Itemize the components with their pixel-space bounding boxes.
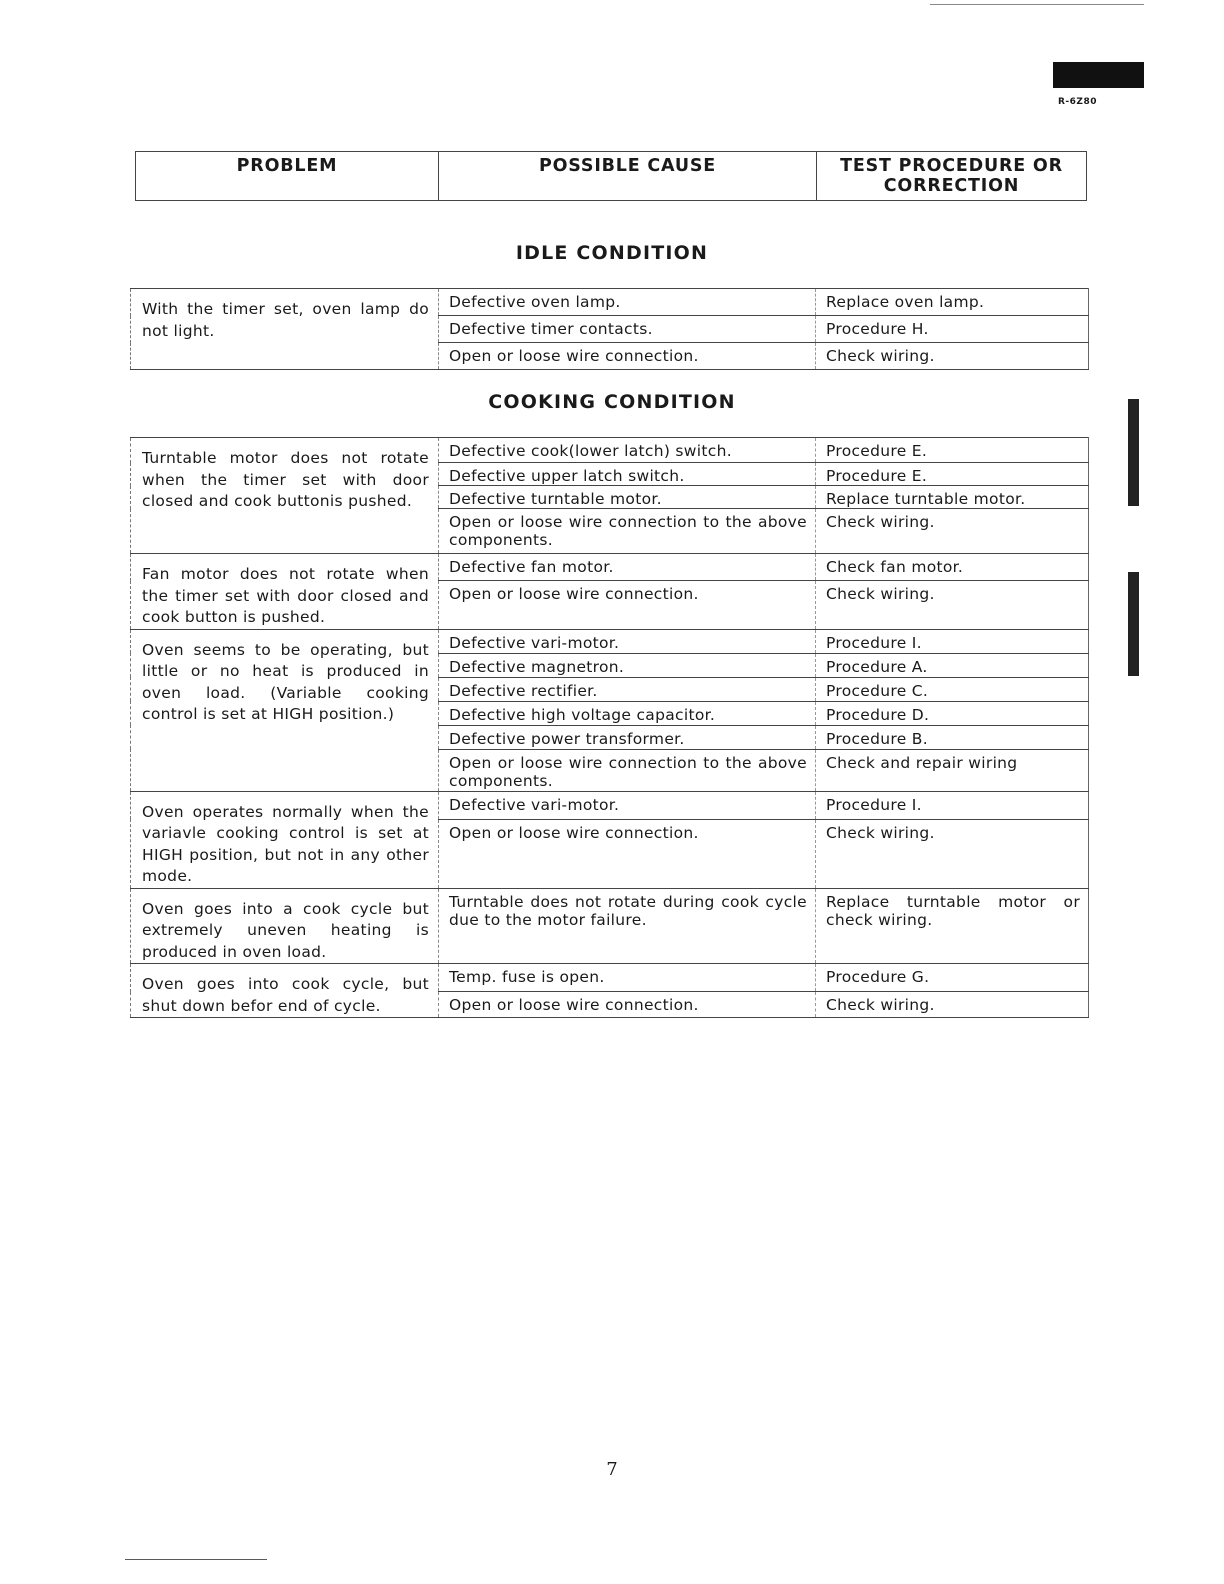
test-procedure-cell: Procedure G. (816, 964, 1089, 992)
possible-cause-cell: Open or loose wire connection. (439, 819, 816, 888)
problem-cell: Oven operates normally when the variavle cooking control is set at HIGH position, but not in any other mode. (131, 791, 439, 888)
table-row (131, 554, 1089, 581)
test-procedure-cell: Procedure E. (816, 438, 1089, 463)
possible-cause-cell: Defective magnetron. (439, 653, 816, 677)
possible-cause-cell: Defective fan motor. (439, 554, 816, 581)
possible-cause-cell: Open or loose wire connection to the above components. (439, 749, 816, 791)
cooking-condition-title: COOKING CONDITION (488, 391, 736, 413)
side-thumb-bar-lower (1128, 572, 1139, 676)
possible-cause-cell: Open or loose wire connection. (439, 581, 816, 629)
test-procedure-cell: Procedure I. (816, 791, 1089, 819)
table-row (131, 964, 1089, 992)
possible-cause-cell: Defective turntable motor. (439, 486, 816, 509)
test-procedure-cell: Check and repair wiring (816, 749, 1089, 791)
test-procedure-cell: Procedure A. (816, 653, 1089, 677)
table-row (131, 629, 1089, 653)
problem-cell: Turntable motor does not rotate when the timer set with door closed and cook buttonis pushed. (131, 438, 439, 554)
table-row (131, 791, 1089, 819)
table-row (131, 888, 1089, 964)
table-row (131, 289, 1089, 316)
test-procedure-cell: Check wiring. (816, 343, 1089, 370)
possible-cause-cell: Open or loose wire connection to the above components. (439, 509, 816, 554)
test-procedure-cell: Check wiring. (816, 992, 1089, 1018)
test-procedure-cell: Procedure I. (816, 629, 1089, 653)
test-procedure-cell: Replace turntable motor or check wiring. (816, 888, 1089, 964)
test-procedure-cell: Procedure C. (816, 677, 1089, 701)
page-number: 7 (606, 1459, 618, 1480)
possible-cause-cell: Defective cook(lower latch) switch. (439, 438, 816, 463)
test-procedure-cell: Procedure E. (816, 463, 1089, 486)
test-procedure-cell: Procedure B. (816, 725, 1089, 749)
header-possible-cause: POSSIBLE CAUSE (439, 152, 817, 201)
possible-cause-cell: Open or loose wire connection. (439, 343, 816, 370)
test-procedure-cell: Replace oven lamp. (816, 289, 1089, 316)
problem-cell: Fan motor does not rotate when the timer set with door closed and cook button is pushed. (131, 554, 439, 630)
possible-cause-cell: Defective oven lamp. (439, 289, 816, 316)
test-procedure-cell: Replace turntable motor. (816, 486, 1089, 509)
black-tab-marker (1053, 62, 1144, 88)
possible-cause-cell: Defective rectifier. (439, 677, 816, 701)
possible-cause-cell: Defective high voltage capacitor. (439, 701, 816, 725)
idle-condition-table (130, 288, 1089, 370)
possible-cause-cell: Defective vari-motor. (439, 629, 816, 653)
test-procedure-cell: Check fan motor. (816, 554, 1089, 581)
header-problem: PROBLEM (136, 152, 439, 201)
possible-cause-cell: Open or loose wire connection. (439, 992, 816, 1018)
header-test-procedure: TEST PROCEDURE OR CORRECTION (817, 152, 1087, 201)
test-procedure-cell: Check wiring. (816, 819, 1089, 888)
possible-cause-cell: Defective power transformer. (439, 725, 816, 749)
possible-cause-cell: Turntable does not rotate during cook cycle due to the motor failure. (439, 888, 816, 964)
problem-cell: Oven goes into a cook cycle but extremely uneven heating is produced in oven load. (131, 888, 439, 964)
model-number: R-6Z80 (1058, 97, 1097, 107)
test-procedure-cell: Procedure D. (816, 701, 1089, 725)
footer-rule (125, 1559, 267, 1560)
side-thumb-bar-upper (1128, 399, 1139, 506)
test-procedure-cell: Check wiring. (816, 509, 1089, 554)
problem-cell: Oven seems to be operating, but little or no heat is produced in oven load. (Variable cooking control is set at HIGH position.) (131, 629, 439, 791)
problem-cell: Oven goes into cook cycle, but shut down befor end of cycle. (131, 964, 439, 1018)
idle-condition-title: IDLE CONDITION (515, 242, 709, 264)
top-edge-rule (930, 4, 1144, 5)
test-procedure-cell: Check wiring. (816, 581, 1089, 629)
possible-cause-cell: Defective vari-motor. (439, 791, 816, 819)
table-row (131, 438, 1089, 463)
possible-cause-cell: Defective upper latch switch. (439, 463, 816, 486)
column-header-table (135, 151, 1087, 201)
cooking-condition-table (130, 437, 1089, 1018)
problem-cell: With the timer set, oven lamp do not light. (131, 289, 439, 370)
test-procedure-cell: Procedure H. (816, 316, 1089, 343)
possible-cause-cell: Defective timer contacts. (439, 316, 816, 343)
possible-cause-cell: Temp. fuse is open. (439, 964, 816, 992)
